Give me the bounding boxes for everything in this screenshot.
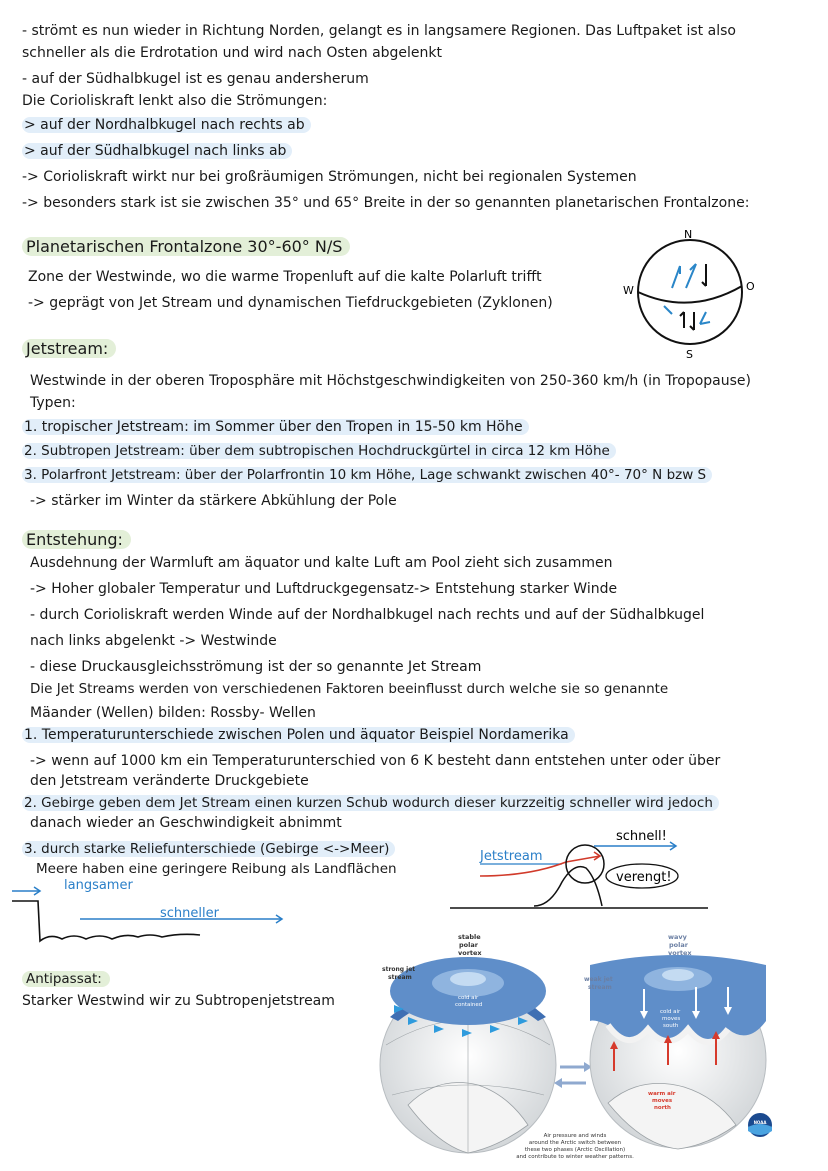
highlight-line (22, 142, 292, 160)
highlight-line (22, 726, 575, 744)
heading-text: Antipassat: (22, 971, 110, 987)
text-line: Ausdehnung der Warmluft am äquator und kalte Luft am Pool zieht sich zusammen (30, 555, 613, 571)
moves-label: moves (662, 1016, 681, 1022)
highlighted-text: 3. Polarfront Jetstream: über der Polarfrontin 10 km Höhe, Lage schwankt zwischen 40°- 70° N bzw S (22, 467, 712, 483)
highlighted-text: 1. tropischer Jetstream: im Sommer über den Tropen in 15-50 km Höhe (22, 419, 529, 435)
text-line: - durch Corioliskraft werden Winde auf der Nordhalbkugel nach rechts und auf der Südhalbkugel (30, 607, 705, 623)
text-line: Starker Westwind wir zu Subtropenjetstream (22, 993, 335, 1009)
jetstream-label: Jetstream (480, 849, 543, 864)
text-line: -> geprägt von Jet Stream und dynamischen Tiefdruckgebieten (Zyklonen) (28, 295, 553, 311)
text-line: Westwinde in der oberen Troposphäre mit Höchstgeschwindigkeiten von 250-360 km/h (in Tropopause) (30, 373, 751, 389)
vortex-label-right: vortex (668, 949, 692, 957)
highlight-line (22, 418, 529, 436)
caption-line: Air pressure and winds (543, 1133, 607, 1139)
noaa-logo-text: NOAA (753, 1120, 767, 1125)
text-line: Mäander (Wellen) bilden: Rossby- Wellen (30, 705, 316, 721)
text-line: - strömt es nun wieder in Richtung Norden, gelangt es in langsamere Regionen. Das Luftpaket ist also (22, 23, 736, 39)
text-line: Die Jet Streams werden von verschiedenen Faktoren beeinflusst durch welche sie so genannte (30, 681, 669, 697)
heading-text: Entstehung: (22, 530, 131, 549)
text-line: -> wenn auf 1000 km ein Temperaturunterschied von 6 K besteht dann entstehen unter oder über (30, 753, 721, 769)
strong-jet-label: strong jet (382, 966, 416, 973)
arctic-oscillation-figure (378, 925, 778, 1167)
caption-line: these two phases (Arctic Oscillation) (524, 1147, 626, 1153)
cold-air-moves-label: cold air (660, 1009, 681, 1015)
section-heading-frontalzone (22, 238, 350, 256)
highlight-line (22, 442, 616, 460)
text-line: Zone der Westwinde, wo die warme Tropenluft auf die kalte Polarluft trifft (28, 269, 542, 285)
noaa-logo-icon (748, 1113, 772, 1137)
highlighted-text: 2. Gebirge geben dem Jet Stream einen kurzen Schub wodurch dieser kurzzeitig schneller wird jedoch (22, 795, 719, 811)
moves-north-label: moves (652, 1098, 673, 1104)
text-line: nach links abgelenkt -> Westwinde (30, 633, 277, 649)
text-line: - auf der Südhalbkugel ist es genau andersherum (22, 71, 369, 87)
heading-text: Jetstream: (22, 339, 116, 358)
cold-air-label: cold air (458, 995, 479, 1001)
section-heading-entstehung (22, 531, 131, 549)
text-line: -> Corioliskraft wirkt nur bei großräumigen Strömungen, nicht bei regionalen Systemen (22, 169, 637, 185)
text-line: danach wieder an Geschwindigkeit abnimmt (30, 815, 342, 831)
polar-label: polar (459, 941, 478, 949)
text-line: schneller als die Erdrotation und wird nach Osten abgelenkt (22, 45, 443, 61)
narrow-label: verengt! (616, 870, 672, 885)
text-line: den Jetstream veränderte Druckgebiete (30, 773, 309, 789)
text-line: Die Corioliskraft lenkt also die Strömungen: (22, 93, 328, 109)
text-line: -> besonders stark ist sie zwischen 35° und 65° Breite in der so genannten planetarischen Frontalzone: (22, 195, 750, 211)
south-label: south (663, 1023, 679, 1029)
heading-text: Planetarischen Frontalzone 30°-60° N/S (22, 237, 350, 256)
sea-sketch (10, 875, 310, 945)
highlighted-text: 1. Temperaturunterschiede zwischen Polen und äquator Beispiel Nordamerika (22, 727, 575, 743)
wavy-label: wavy (668, 933, 687, 941)
compass-o-label: O (746, 280, 755, 293)
stable-label: stable (458, 933, 481, 941)
section-heading-jetstream (22, 340, 116, 358)
switch-arrows-icon (554, 1062, 592, 1088)
vortex-label: vortex (458, 949, 482, 957)
text-line: Typen: (30, 395, 76, 411)
text-line: -> Hoher globaler Temperatur und Luftdruckgegensatz-> Entstehung starker Winde (30, 581, 618, 597)
caption-line: around the Arctic switch between (528, 1140, 622, 1146)
highlighted-text: 3. durch starke Reliefunterschiede (Gebirge <->Meer) (22, 841, 395, 857)
polar-label-right: polar (669, 941, 688, 949)
slower-label: langsamer (64, 878, 133, 893)
warm-air-label: warm air (648, 1091, 676, 1097)
stream-label: stream (388, 974, 412, 981)
highlighted-text: > auf der Südhalbkugel nach links ab (22, 143, 292, 159)
text-line: - diese Druckausgleichsströmung ist der so genannte Jet Stream (30, 659, 482, 675)
highlighted-text: 2. Subtropen Jetstream: über dem subtropischen Hochdruckgürtel in circa 12 km Höhe (22, 443, 616, 459)
faster-label: schneller (160, 906, 219, 921)
highlight-line (22, 840, 395, 858)
compass-s-label: S (686, 348, 693, 360)
weak-jet-label: weak jet (584, 976, 613, 983)
contained-label: contained (455, 1002, 483, 1008)
mountain-jetstream-sketch (450, 822, 710, 912)
highlighted-text: > auf der Nordhalbkugel nach rechts ab (22, 117, 311, 133)
compass-diagram (620, 226, 770, 360)
caption-line: and contribute to winter weather patterns. (516, 1154, 634, 1160)
highlight-line (22, 116, 311, 134)
fast-label: schnell! (616, 829, 667, 844)
north-label: north (654, 1105, 671, 1111)
section-heading-antipassat (22, 970, 110, 988)
text-line: -> stärker im Winter da stärkere Abkühlung der Pole (30, 493, 397, 509)
highlight-line (22, 794, 719, 812)
text-line: Meere haben eine geringere Reibung als Landflächen (36, 861, 397, 877)
stream-label-right: stream (588, 984, 612, 991)
compass-w-label: W (623, 284, 634, 297)
compass-n-label: N (684, 228, 693, 241)
highlight-line (22, 466, 712, 484)
